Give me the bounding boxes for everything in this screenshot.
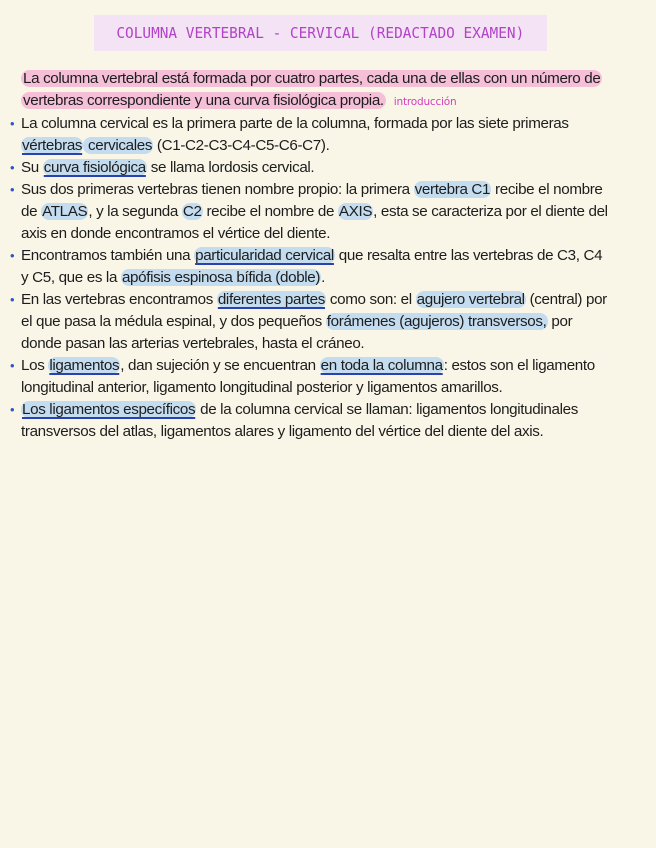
text-span: recibe el nombre de xyxy=(202,203,338,220)
notes-body xyxy=(8,68,613,443)
highlight-diferentes-partes: diferentes partes xyxy=(217,291,326,308)
text-span: recibe el nombre de xyxy=(21,181,603,220)
bullet-marker: • xyxy=(10,116,15,131)
highlight-toda-la-columna: en toda la columna xyxy=(320,357,443,374)
bullet-marker: • xyxy=(10,182,15,197)
highlight-ligamentos: ligamentos xyxy=(49,357,120,374)
bullet-atlas-axis xyxy=(8,179,613,245)
bullet-marker: • xyxy=(10,402,15,417)
bullet-marker: • xyxy=(10,248,15,263)
title-banner xyxy=(94,15,547,51)
highlight-ligamentos-especificos: Los ligamentos específicos xyxy=(22,401,196,418)
bullet-partes xyxy=(8,289,613,355)
bullet-curva xyxy=(8,157,613,179)
text-span: , y la segunda xyxy=(88,203,182,220)
text-span: Sus dos primeras vertebras tienen nombre propio: la primera xyxy=(21,181,414,198)
bullet-particularidad xyxy=(8,245,613,289)
text-span: de la columna cervical se llaman: ligamentos longitudinales transversos del atlas, ligamentos alares y ligamento del vértice del diente del axis. xyxy=(21,401,578,440)
text-span: Su xyxy=(21,159,43,176)
bullet-cervical-definition xyxy=(8,113,613,157)
highlight-cervicales: cervicales xyxy=(84,137,153,154)
bullet-ligamentos xyxy=(8,355,613,399)
highlight-agujero-vertebral: agujero vertebral xyxy=(416,291,525,308)
text-span: En las vertebras encontramos xyxy=(21,291,217,308)
intro-paragraph xyxy=(8,68,613,113)
highlight-vertebras: vértebras xyxy=(22,137,83,154)
highlight-c2: C2 xyxy=(182,203,202,220)
highlight-axis: AXIS xyxy=(338,203,373,220)
text-span: Los xyxy=(21,357,49,374)
text-span: se llama lordosis cervical. xyxy=(146,159,315,176)
text-span: (C1-C2-C3-C4-C5-C6-C7). xyxy=(153,137,330,154)
highlight-atlas: ATLAS xyxy=(42,203,88,220)
text-span: como son: el xyxy=(326,291,416,308)
text-span: : estos son el ligamento longitudinal anterior, ligamento longitudinal posterior y ligamentos amarillos. xyxy=(21,357,595,396)
bullet-marker: • xyxy=(10,358,15,373)
bullet-ligamentos-especificos xyxy=(8,399,613,443)
highlight-apofisis: apófisis espinosa bífida (doble) xyxy=(121,269,321,286)
text-span: por donde pasan las arterias vertebrales, hasta el cráneo. xyxy=(21,313,573,352)
highlight-vertebra-c1: vertebra C1 xyxy=(414,181,491,198)
highlight-curva-fisiologica: curva fisiológica xyxy=(43,159,146,176)
text-span: La columna cervical es la primera parte de la columna, formada por las siete primeras xyxy=(21,115,569,132)
bullet-marker: • xyxy=(10,160,15,175)
text-span: Encontramos también una xyxy=(21,247,195,264)
highlight-foramenes: forámenes (agujeros) transversos, xyxy=(326,313,547,330)
intro-note: introducción xyxy=(393,96,457,108)
page-title: COLUMNA VERTEBRAL - CERVICAL (REDACTADO EXAMEN) xyxy=(116,24,525,42)
text-span: , esta se caracteriza por el diente del axis en donde encontramos el vértice del diente. xyxy=(21,203,608,242)
text-span: . xyxy=(321,269,325,286)
text-span: que resalta entre las vertebras de C3, C4 y C5, que es la xyxy=(21,247,603,286)
text-span: (central) por el que pasa la médula espinal, y dos pequeños xyxy=(21,291,607,330)
intro-text: La columna vertebral está formada por cuatro partes, cada una de ellas con un número de vertebras correspondiente y una curva fisiológica propia. xyxy=(23,70,601,109)
bullet-marker: • xyxy=(10,292,15,307)
highlight-particularidad-cervical: particularidad cervical xyxy=(195,247,334,264)
text-span: , dan sujeción y se encuentran xyxy=(120,357,320,374)
